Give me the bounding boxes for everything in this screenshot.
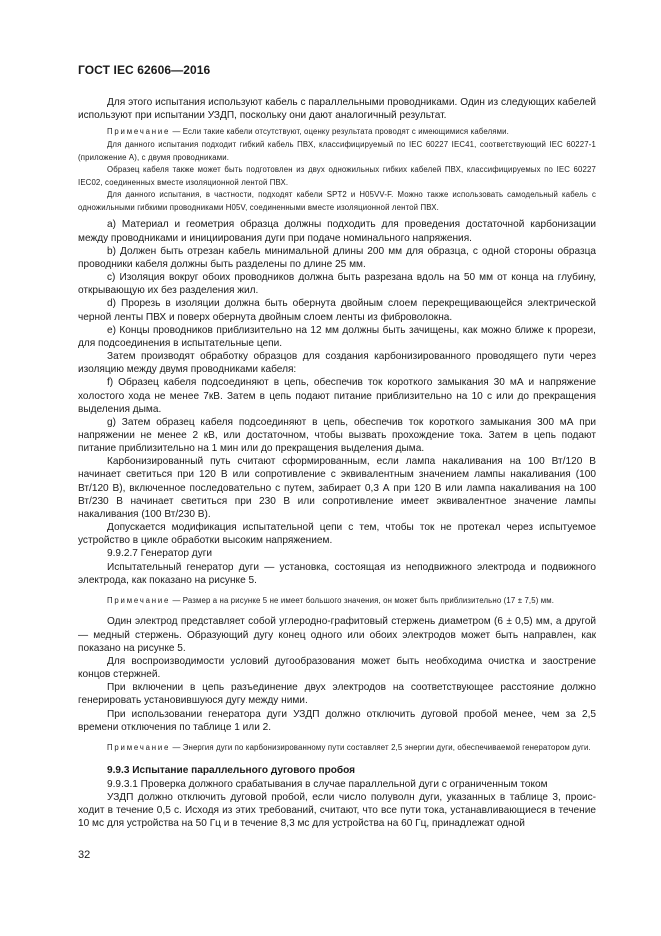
note-text: — Размер a на рисунке 5 не имеет большого значения, он может быть приблизительно (17 ± 7,5) мм. — [172, 595, 555, 605]
list-item-f: f) Образец кабеля подсоединяют в цепь, обеспечив ток короткого замыкания 30 мА и напряжение холостого хода не менее 7кВ. Затем в цепь подают питание приблизительно на 10 с или до прекращения выделения дыма. — [78, 377, 596, 415]
section-heading: 9.9.3 Испытание параллельного дугового пробоя — [107, 765, 356, 777]
paragraph: При использовании генератора дуги УЗДП должно отключить дуговой пробой менее, чем за 2,5 времени отключения по таблице 1 или 2. — [78, 708, 596, 733]
paragraph: Для этого испытания используют кабель с параллельными проводниками. Один из следующих кабелей используют при испытании УЗДП, поскольку они дают аналогичный результат. — [78, 97, 596, 122]
paragraph: Испытательный генератор дуги — установка, состоящая из неподвижного электрода и подвижного электрода, как показано на рисунке 5. — [78, 561, 596, 586]
document-body — [78, 96, 596, 830]
list-item-e: e) Концы проводников приблизительно на 12 мм должны быть зачищены, как можно ближе к прорези, для подсоединения в испытательные цепи. — [78, 324, 596, 349]
note-label: Примечание — [107, 595, 171, 605]
paragraph: Карбонизированный путь считают сформированным, если лампа накаливания на 100 Вт/120 В начинает светиться при 120 В или сопротивление с эквивалентным значением лампы накаливания (100 Вт/120 В), включенное последовательно с путем, забирает 0,3 А при 120 В или лампа накаливания на 100 Вт/230 В начинает светиться при 230 В или сопротивление имеет эквивалентное значение лампы накаливания (100 Вт/230 В). — [78, 456, 596, 520]
list-item-a: a) Материал и геометрия образца должны подходить для проведения достаточной карбонизации между проводниками и инициирования дуги при подаче номинального напряжения. — [78, 219, 596, 244]
list-item-d: d) Прорезь в изоляции должна быть обернута двойным слоем перекрещивающейся электрической черной ленты ПВХ и поверх обернута двойным слоем ленты из фиброволокна. — [78, 298, 596, 323]
paragraph: УЗДП должно отключить дуговой пробой, если число полуволн дуги, указанных в таблице 3, происходит в течение 0,5 с. Исходя из этих требований, считают, что все пути тока, устанавливающиеся в течение 10 мс для устройства на 50 Гц и в течение 8,3 мс для устройства на 60 Гц, принадлежат одной — [78, 791, 596, 830]
note-paragraph: Для данного испытания, в частности, подходят кабели SPT2 и H05VV-F. Можно также использовать самодельный кабель с одножильными гибкими проводниками H05V, соединенными вместе изоляционной лентой ПВХ. — [78, 190, 596, 212]
paragraph: Допускается модификация испытательной цепи с тем, чтобы ток не протекал через испытуемое устройство в цикле обработки высоким напряжением. — [78, 522, 596, 547]
note-label: Примечание — [107, 742, 171, 752]
paragraph: Один электрод представляет собой углеродно-графитовый стержень диаметром (6 ± 0,5) мм, а другой — медный стержень. Образующий дугу конец одного или обоих электродов может быть направлен, как показано на рисунке 5. — [78, 616, 596, 654]
document-header: ГОСТ IEC 62606—2016 — [78, 63, 211, 77]
subsection-heading: 9.9.3.1 Проверка должного срабатывания в случае параллельной дуги с ограниченным током — [107, 778, 548, 790]
note-text: — Энергия дуги по карбонизированному пути составляет 2,5 энергии дуги, обеспечиваемой генератором дуги. — [172, 742, 591, 752]
note-paragraph: Образец кабеля также может быть подготовлен из двух одножильных гибких кабелей ПВХ, классифицируемых по IEC 60227 IEC02, соединенных вместе изоляционной лентой ПВХ. — [78, 165, 596, 187]
note — [78, 595, 596, 608]
note — [78, 126, 596, 139]
note-text: — Если такие кабели отсутствуют, оценку результата проводят с имеющимися кабелями. — [172, 127, 509, 137]
page-number: 32 — [78, 849, 91, 861]
subsection-heading: 9.9.2.7 Генератор дуги — [107, 548, 213, 560]
list-item-c: c) Изоляция вокруг обоих проводников должна быть разрезана вдоль на 50 мм от конца на глубину, открывающую их без разделения жил. — [78, 272, 596, 297]
paragraph: Для воспроизводимости условий дугообразования может быть необходима очистка и заострение концов стержней. — [78, 655, 596, 681]
note-paragraph: Для данного испытания подходит гибкий кабель ПВХ, классифицируемый по IEC 60227 IEC41, соответствующий IEC 60227-1 (приложение А), с двумя проводниками. — [78, 139, 596, 162]
paragraph: При включении в цепь разъединение двух электродов на соответствующее расстояние должно генерировать установившуюся дугу между ними. — [78, 682, 596, 707]
list-item-b: b) Должен быть отрезан кабель минимальной длины 200 мм для образца, с одной стороны образца проводники кабеля должны быть разделены по длине 25 мм. — [78, 245, 596, 270]
paragraph: Затем производят обработку образцов для создания карбонизированного проводящего пути через изоляцию между двумя проводниками кабеля: — [78, 351, 596, 376]
note — [78, 742, 596, 755]
note-label: Примечание — [107, 127, 171, 137]
list-item-g: g) Затем образец кабеля подсоединяют в цепь, обеспечив ток короткого замыкания 300 мА при напряжении не менее 2 кВ, или достаточном, чтобы вызвать прохождение тока. Затем в цепь подают питание приблизительно на 1 мин или до прекращения выделения дыма. — [78, 416, 596, 455]
